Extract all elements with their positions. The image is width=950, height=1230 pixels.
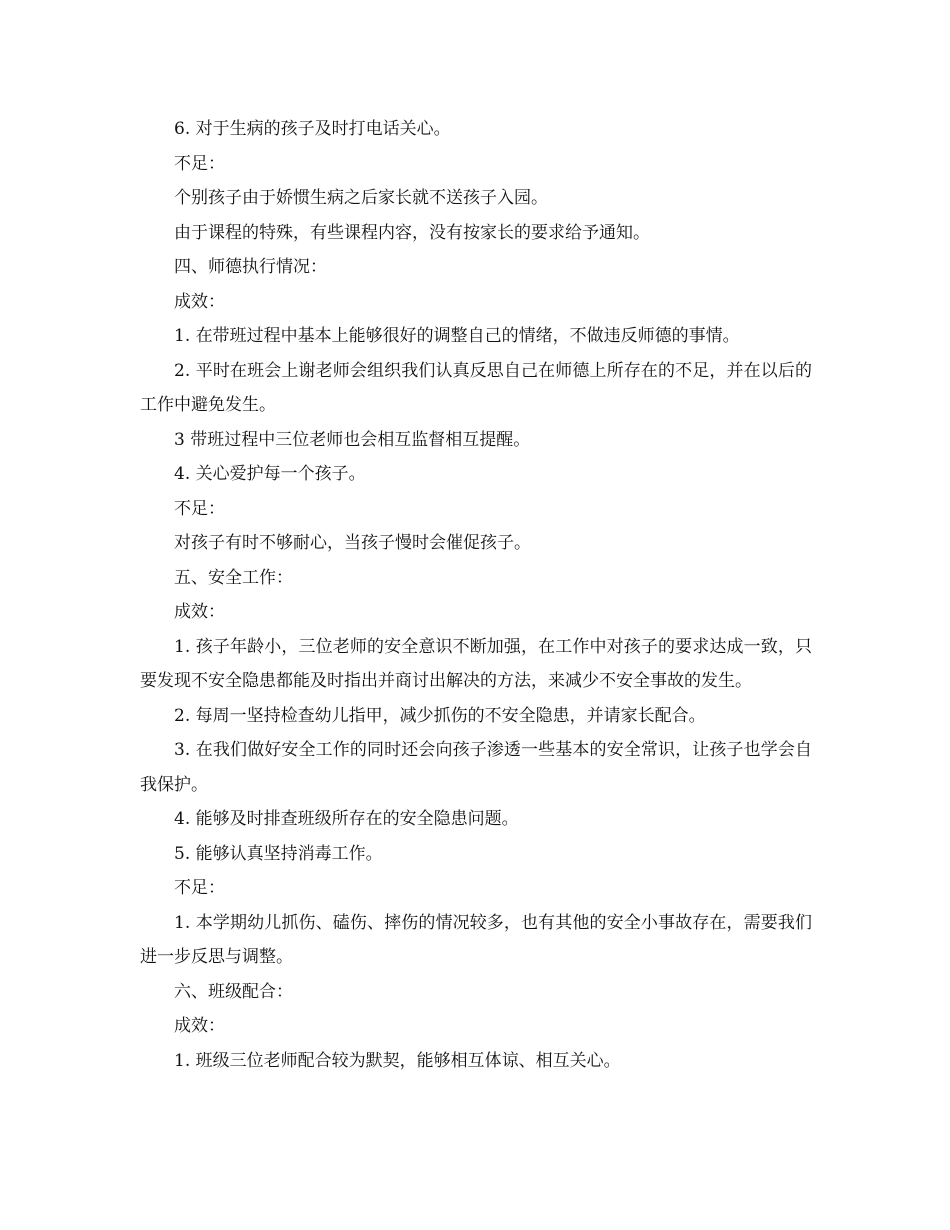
paragraph-teacher-cooperation: 1. 班级三位老师配合较为默契，能够相互体谅、相互关心。 bbox=[174, 1050, 621, 1071]
paragraph-patience: 对孩子有时不够耐心，当孩子慢时会催促孩子。 bbox=[174, 533, 531, 553]
paragraph-spoiled-children: 个别孩子由于娇惯生病之后家长就不送孩子入园。 bbox=[174, 188, 548, 208]
paragraph-results-label: 成效： bbox=[174, 291, 225, 312]
paragraph-shortcomings-label: 不足： bbox=[174, 878, 225, 898]
paragraph-self-protection: 3. 在我们做好安全工作的同时还会向孩子渗透一些基本的安全常识，让孩子也学会自我保护。 bbox=[140, 740, 812, 795]
paragraph-emotion-control: 1. 在带班过程中基本上能够很好的调整自己的情绪，不做违反师德的事情。 bbox=[174, 326, 740, 346]
paragraph-shortcomings-label: 不足： bbox=[174, 153, 225, 174]
document-body bbox=[140, 112, 812, 1078]
section-heading-teacher-ethics: 四、师德执行情况： bbox=[174, 257, 327, 277]
paragraph-nail-check: 2. 每周一坚持检查幼儿指甲，减少抓伤的不安全隐患，并请家长配合。 bbox=[174, 705, 706, 726]
paragraph-injuries-reflection: 1. 本学期幼儿抓伤、磕伤、摔伤的情况较多，也有其他的安全小事故存在，需要我们进一步反思与调整。 bbox=[140, 912, 812, 967]
paragraph-disinfection: 5. 能够认真坚持消毒工作。 bbox=[174, 843, 383, 864]
paragraph-care-every-child: 4. 关心爱护每一个孩子。 bbox=[174, 464, 366, 484]
paragraph-class-meeting-reflection: 2. 平时在班会上谢老师会组织我们认真反思自己在师德上所存在的不足，并在以后的工作中避免发生。 bbox=[140, 360, 812, 415]
paragraph-sick-children-calls: 6. 对于生病的孩子及时打电话关心。 bbox=[174, 119, 451, 139]
paragraph-results-label: 成效： bbox=[174, 1016, 225, 1036]
paragraph-shortcomings-label: 不足： bbox=[174, 498, 225, 519]
paragraph-results-label: 成效： bbox=[174, 602, 225, 622]
section-heading-safety-work: 五、安全工作： bbox=[174, 567, 293, 588]
section-heading-class-cooperation: 六、班级配合： bbox=[174, 981, 293, 1002]
paragraph-course-notice: 由于课程的特殊，有些课程内容，没有按家长的要求给予通知。 bbox=[174, 222, 650, 243]
paragraph-safety-awareness: 1. 孩子年龄小，三位老师的安全意识不断加强，在工作中对孩子的要求达成一致，只要发现不安全隐患都能及时指出并商讨出解决的方法，来减少不安全事故的发生。 bbox=[140, 636, 812, 691]
paragraph-mutual-supervision: 3 带班过程中三位老师也会相互监督相互提醒。 bbox=[174, 429, 531, 450]
paragraph-hazard-check: 4. 能够及时排查班级所存在的安全隐患问题。 bbox=[174, 809, 519, 829]
